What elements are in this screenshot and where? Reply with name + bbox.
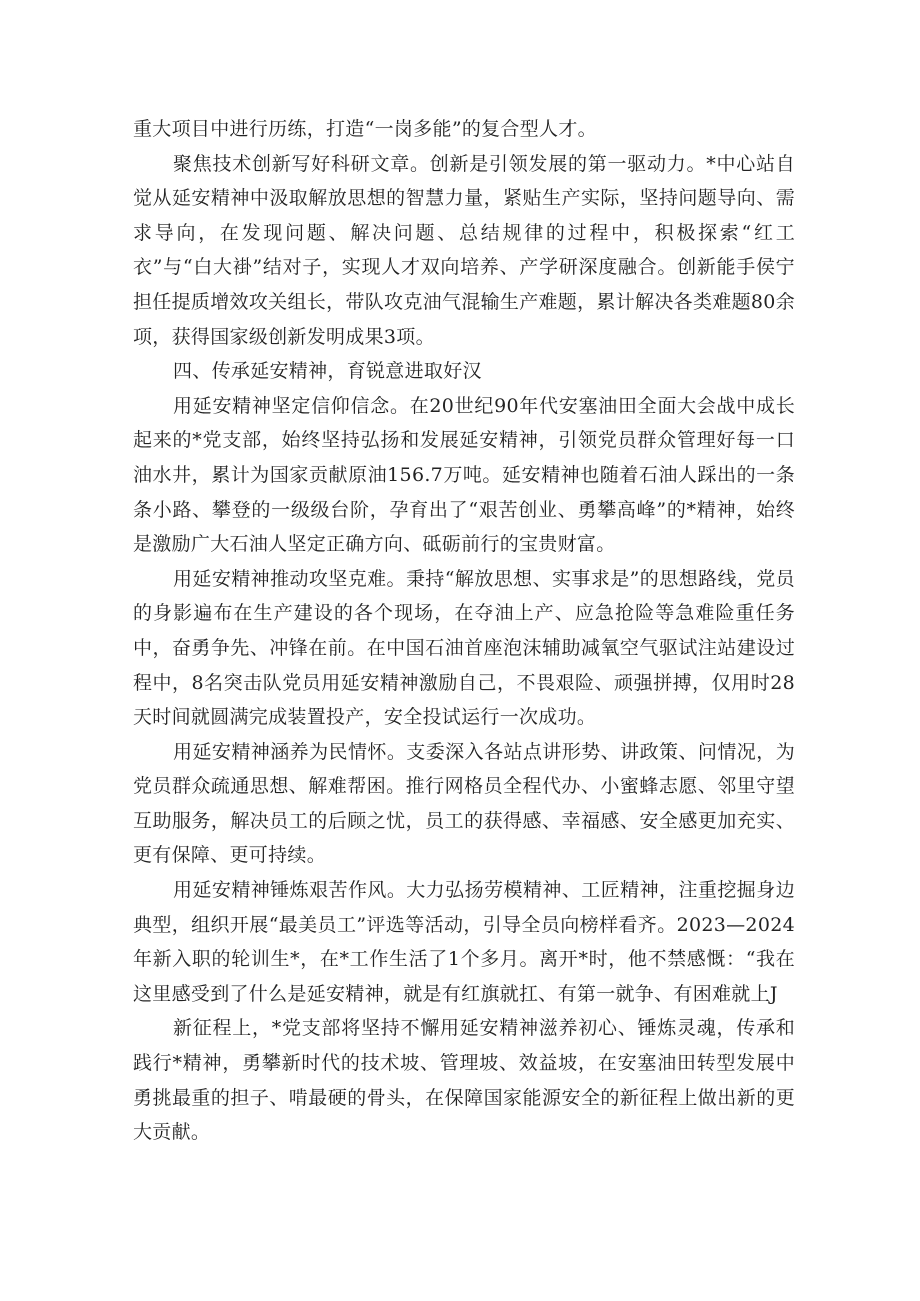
section-heading-4: 四、传承延安精神，育锐意进取好汉 — [173, 360, 482, 383]
paragraph-2: 聚焦技术创新写好科研文章。创新是引领发展的第一驱动力。*中心站自觉从延安精神中汲取解放思想的智慧力量，紧贴生产实际，坚持问题导向、需求导向，在发现问题、解决问题、总结规律的过程中，积极探索“红工衣”与“白大褂”结对子，实现人才双向培养、产学研深度融合。创新能手侯宁担任提质增效攻关组长，带队攻克油气混输生产难题，累计解决各类难题80余项，获得国家级创新发明成果3项。 — [133, 152, 795, 348]
paragraph-1: 重大项目中进行历练，打造“一岗多能”的复合型人才。 — [133, 118, 597, 140]
paragraph-3: 用延安精神坚定信仰信念。在20世纪90年代安塞油田全面大会战中成长起来的*党支部，始终坚持弘扬和发展延安精神，引领党员群众管理好每一口油水井，累计为国家贡献原油156.7万吨。延安精神也随着石油人踩出的一条条小路、攀登的一级级台阶，孕育出了“艰苦创业、勇攀高峰”的*精神，始终是激励广大石油人坚定正确方向、砥砺前行的宝贵财富。 — [133, 394, 795, 556]
paragraph-4: 用延安精神推动攻坚克难。秉持“解放思想、实事求是”的思想路线，党员的身影遍布在生产建设的各个现场，在夺油上产、应急抢险等急难险重任务中，奋勇争先、冲锋在前。在中国石油首座泡沫辅助减氧空气驱试注站建设过程中，8名突击队党员用延安精神激励自己，不畏艰险、顽强拼搏，仅用时28天时间就圆满完成装置投产，安全投试运行一次成功。 — [133, 567, 795, 729]
document-body — [133, 112, 795, 1150]
paragraph-5: 用延安精神涵养为民情怀。支委深入各站点讲形势、讲政策、问情况，为党员群众疏通思想、解难帮困。推行网格员全程代办、小蜜蜂志愿、邻里守望互助服务，解决员工的后顾之忧，员工的获得感、幸福感、安全感更加充实、更有保障、更可持续。 — [133, 740, 795, 867]
paragraph-6: 用延安精神锤炼艰苦作风。大力弘扬劳模精神、工匠精神，注重挖掘身边典型，组织开展“最美员工”评选等活动，引导全员向榜样看齐。2023—2024年新入职的轮训生*，在*工作生活了1个多月。离开*时，他不禁感慨：“我在这里感受到了什么是延安精神，就是有红旗就扛、有第一就争、有困难就上J — [133, 879, 795, 1005]
paragraph-7: 新征程上，*党支部将坚持不懈用延安精神滋养初心、锤炼灵魂，传承和践行*精神，勇攀新时代的技术坡、管理坡、效益坡，在安塞油田转型发展中勇挑最重的担子、啃最硬的骨头，在保障国家能源安全的新征程上做出新的更大贡献。 — [133, 1017, 795, 1144]
